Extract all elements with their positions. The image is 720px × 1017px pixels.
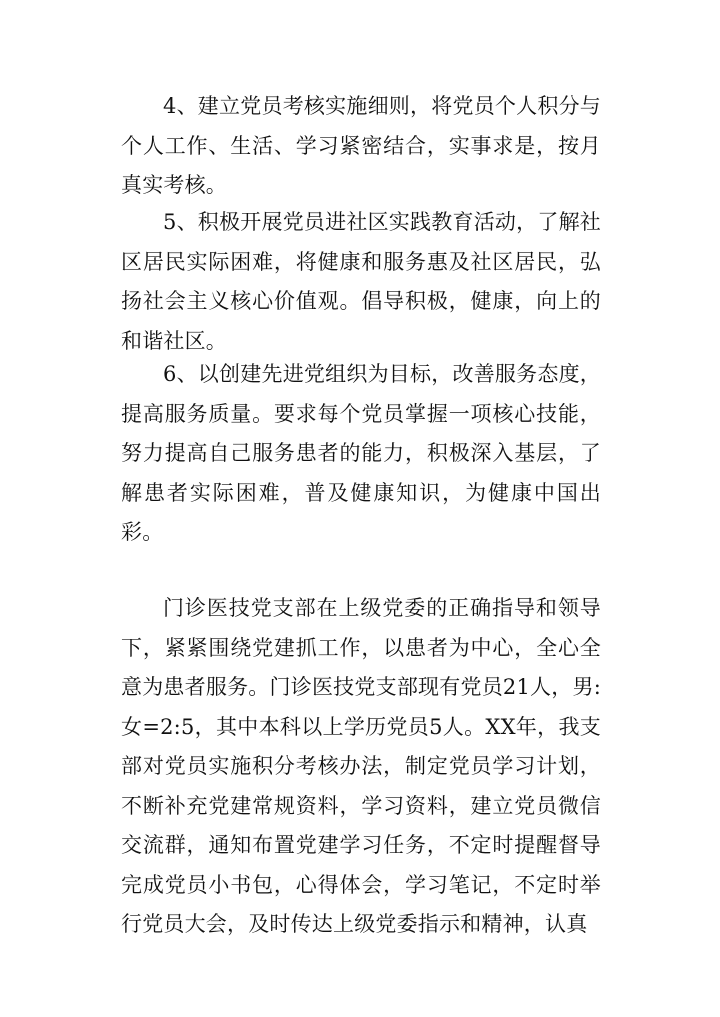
paragraph-item-6: 6、以创建先进党组织为目标，改善服务态度，提高服务质量。要求每个党员掌握一项核心技能，努力提高自己服务患者的能力，积极深入基层，了解患者实际困难，普及健康知识，为健康中国出彩。: [121, 362, 601, 544]
paragraph-item-5: 5、积极开展党员进社区实践教育活动，了解社区居民实际困难，将健康和服务惠及社区居民，弘扬社会主义核心价值观。倡导积极，健康，向上的和谐社区。: [121, 210, 601, 353]
paragraph-branch-summary: 门诊医技党支部在上级党委的正确指导和领导下，紧紧围绕党建抓工作，以患者为中心，全心全意为患者服务。门诊医技党支部现有党员21人，男:女=2:5，其中本科以上学历党员5人。XX年，我支部对党员实施积分考核办法，制定党员学习计划，不断补充党建常规资料，学习资料，建立党员微信交流群，通知布置党建学习任务，不定时提醒督导完成党员小书包，心得体会，学习笔记，不定时举行党员大会，及时传达上级党委指示和精神，认真: [121, 596, 601, 936]
paragraph-item-4: 4、建立党员考核实施细则，将党员个人积分与个人工作、生活、学习紧密结合，实事求是，按月真实考核。: [121, 94, 601, 197]
